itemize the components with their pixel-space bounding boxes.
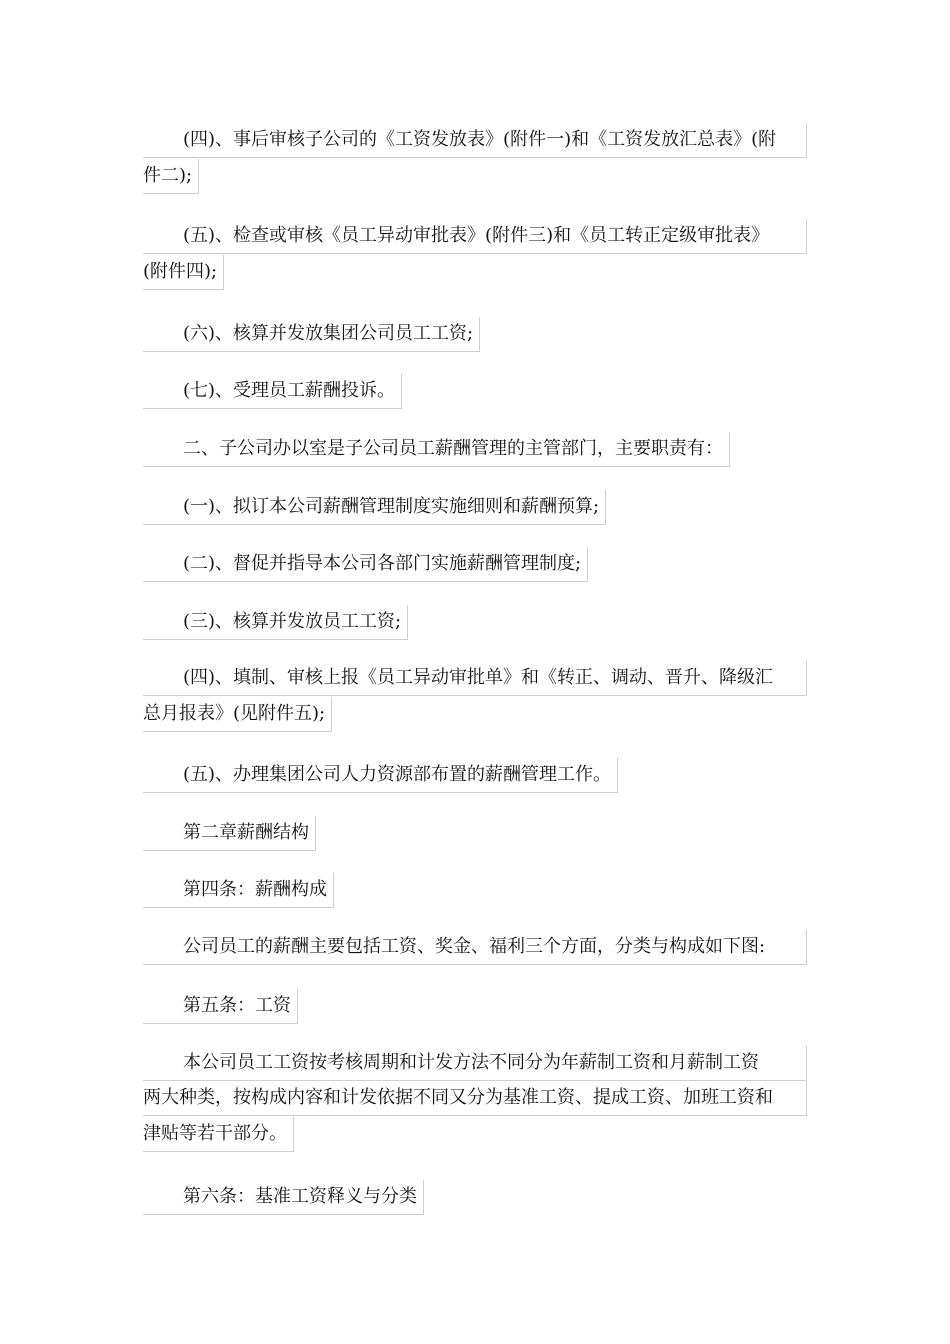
text-line: 两大种类，按构成内容和计发依据不同又分为基准工资、提成工资、加班工资和 — [143, 1081, 807, 1116]
text-line: (四)、事后审核子公司的《工资发放表》(附件一)和《工资发放汇总表》(附 — [143, 123, 807, 158]
paragraph — [143, 431, 807, 467]
text-line: 津贴等若干部分。 — [143, 1116, 807, 1152]
text-line: 第四条：薪酬构成 — [143, 872, 807, 908]
paragraph — [143, 1179, 807, 1215]
text-line: (七)、受理员工薪酬投诉。 — [143, 373, 807, 409]
text-line: 第五条：工资 — [143, 988, 807, 1024]
text-line: 本公司员工工资按考核周期和计发方法不同分为年薪制工资和月薪制工资 — [143, 1046, 807, 1081]
paragraph — [143, 316, 807, 352]
paragraph — [143, 373, 807, 409]
paragraph — [143, 1046, 807, 1152]
paragraph — [143, 757, 807, 793]
paragraph — [143, 489, 807, 525]
text-line: 二、子公司办以室是子公司员工薪酬管理的主管部门，主要职责有： — [143, 431, 807, 467]
text-line: 件二); — [143, 158, 807, 194]
text-line: (一)、拟订本公司薪酬管理制度实施细则和薪酬预算; — [143, 489, 807, 525]
text-line: 总月报表》(见附件五); — [143, 696, 807, 732]
paragraph — [143, 872, 807, 908]
text-line: (附件四); — [143, 254, 807, 290]
text-line: (六)、核算并发放集团公司员工工资; — [143, 316, 807, 352]
text-line: 第六条：基准工资释义与分类 — [143, 1179, 807, 1215]
paragraph — [143, 661, 807, 732]
text-line: (二)、督促并指导本公司各部门实施薪酬管理制度; — [143, 546, 807, 582]
paragraph — [143, 988, 807, 1024]
text-line: (四)、填制、审核上报《员工异动审批单》和《转正、调动、晋升、降级汇 — [143, 661, 807, 696]
paragraph — [143, 815, 807, 851]
text-line: (五)、检查或审核《员工异动审批表》(附件三)和《员工转正定级审批表》 — [143, 219, 807, 254]
paragraph — [143, 219, 807, 290]
paragraph — [143, 546, 807, 582]
text-line: 公司员工的薪酬主要包括工资、奖金、福利三个方面，分类与构成如下图: — [143, 930, 807, 965]
paragraph — [143, 123, 807, 194]
text-line: 第二章薪酬结构 — [143, 815, 807, 851]
text-line: (五)、办理集团公司人力资源部布置的薪酬管理工作。 — [143, 757, 807, 793]
text-line: (三)、核算并发放员工工资; — [143, 604, 807, 640]
paragraph — [143, 930, 807, 965]
paragraph — [143, 604, 807, 640]
